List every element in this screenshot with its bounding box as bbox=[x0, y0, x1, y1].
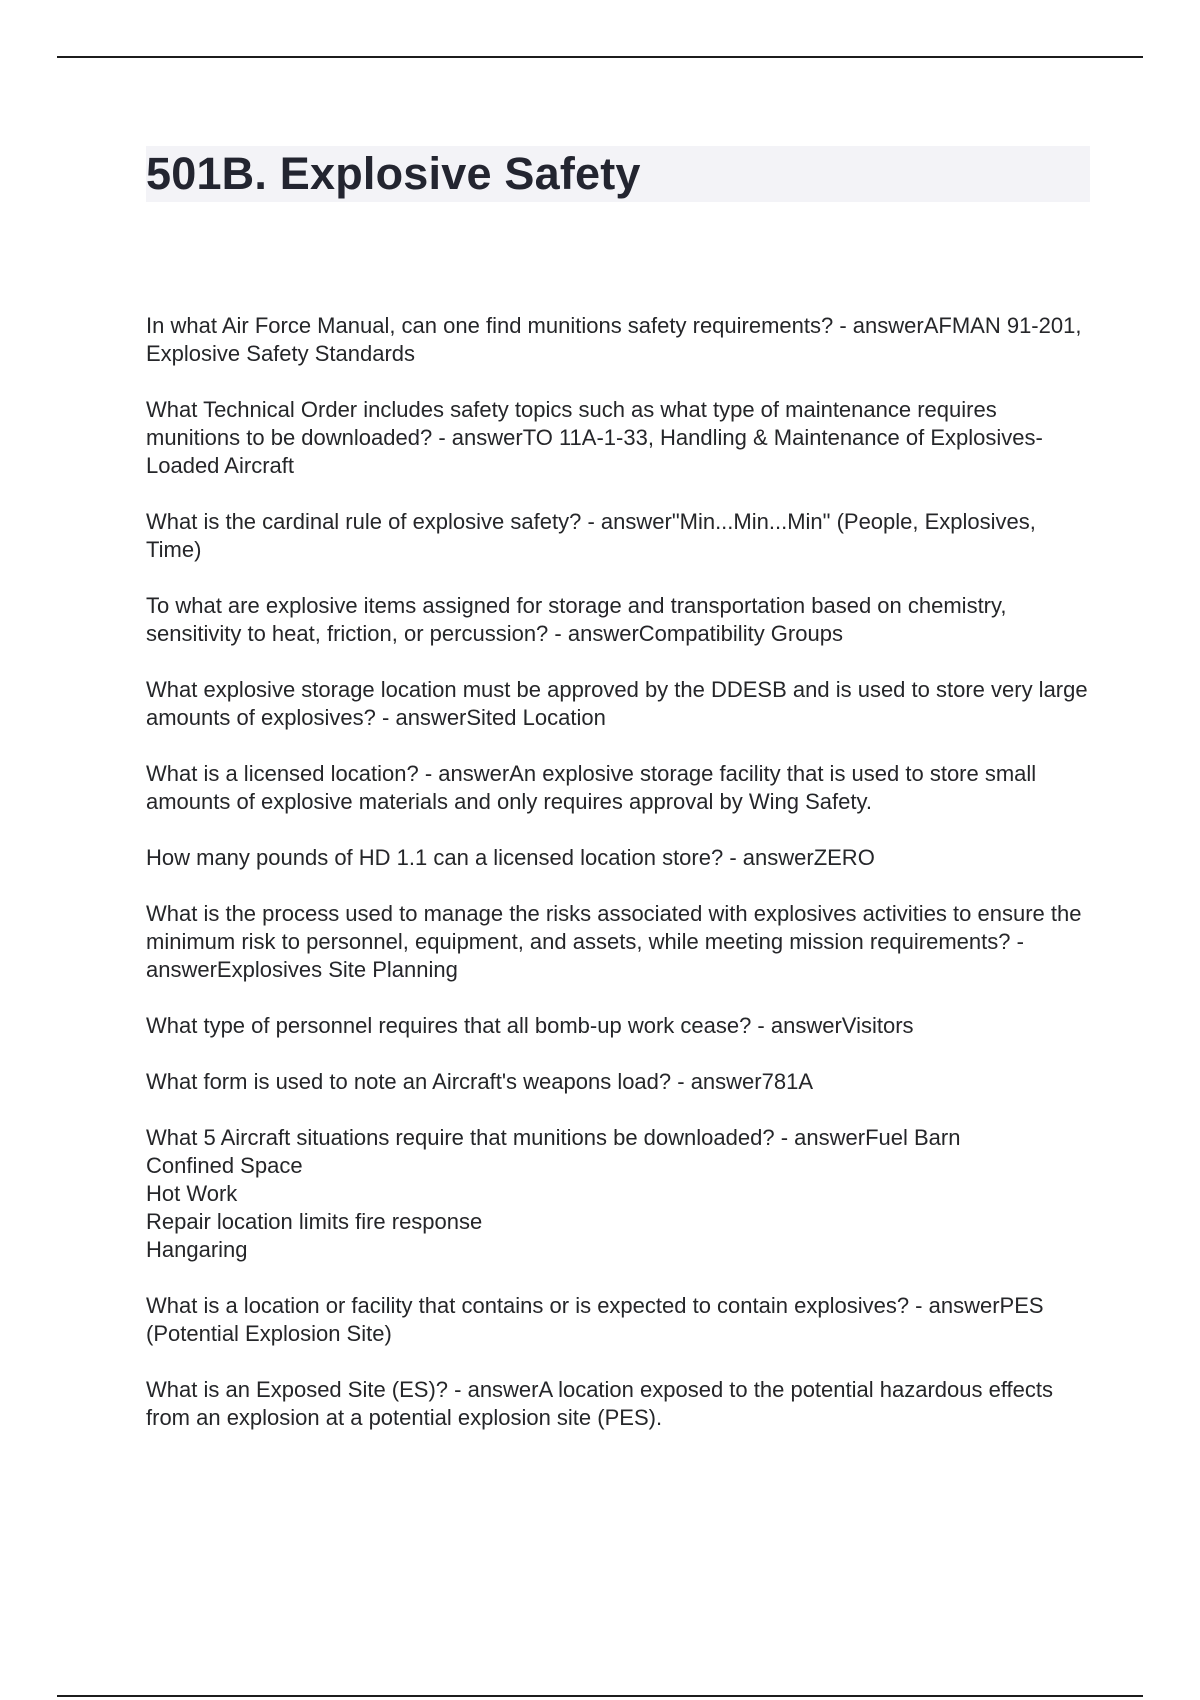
question-text: What Technical Order includes safety topics such as what type of maintenance requires munitions to be downloaded? - answer bbox=[146, 397, 997, 450]
header-rule bbox=[57, 56, 1143, 58]
question-text: What explosive storage location must be approved by the DDESB and is used to store very large amounts of explosives? - answer bbox=[146, 677, 1088, 730]
qa-item bbox=[146, 1012, 1090, 1040]
answer-text: PES (Potential Explosion Site) bbox=[146, 1293, 1044, 1346]
question-text: What is a licensed location? - answer bbox=[146, 761, 510, 786]
answer-text: "Min...Min...Min" (People, Explosives, Time) bbox=[146, 509, 1036, 562]
question-text: To what are explosive items assigned for storage and transportation based on chemistry, sensitivity to heat, friction, or percussion? - answer bbox=[146, 593, 1007, 646]
qa-item bbox=[146, 1068, 1090, 1096]
qa-list bbox=[146, 312, 1090, 1460]
qa-item bbox=[146, 312, 1090, 368]
answer-text: A location exposed to the potential hazardous effects from an explosion at a potential explosion site (PES). bbox=[146, 1377, 1054, 1430]
question-text: What is the cardinal rule of explosive safety? - answer bbox=[146, 509, 672, 534]
qa-item bbox=[146, 1376, 1090, 1432]
question-text: What is a location or facility that contains or is expected to contain explosives? - answer bbox=[146, 1293, 1000, 1318]
answer-text: AFMAN 91-201, Explosive Safety Standards bbox=[146, 313, 1082, 366]
qa-item bbox=[146, 508, 1090, 564]
answer-text: Explosives Site Planning bbox=[216, 957, 458, 982]
answer-text: Compatibility Groups bbox=[638, 621, 843, 646]
page-title: 501B. Explosive Safety bbox=[146, 148, 641, 199]
answer-text: TO 11A-1-33, Handling & Maintenance of Explosives-Loaded Aircraft bbox=[146, 425, 1043, 478]
question-text: What is the process used to manage the risks associated with explosives activities to ensure the minimum risk to personnel, equipment, and assets, while meeting mission requirements? - answer bbox=[146, 901, 1082, 982]
qa-item bbox=[146, 1124, 1090, 1264]
answer-text: 781A bbox=[761, 1069, 814, 1094]
answer-text: Sited Location bbox=[466, 705, 606, 730]
qa-item bbox=[146, 396, 1090, 480]
qa-item bbox=[146, 900, 1090, 984]
question-text: What type of personnel requires that all bomb-up work cease? - answer bbox=[146, 1013, 842, 1038]
qa-item bbox=[146, 676, 1090, 732]
question-text: What is an Exposed Site (ES)? - answer bbox=[146, 1377, 539, 1402]
question-text: What form is used to note an Aircraft's weapons load? - answer bbox=[146, 1069, 762, 1094]
question-text: What 5 Aircraft situations require that munitions be downloaded? - answer bbox=[146, 1125, 866, 1150]
qa-item bbox=[146, 844, 1090, 872]
answer-text: Visitors bbox=[841, 1013, 914, 1038]
question-text: How many pounds of HD 1.1 can a licensed location store? - answer bbox=[146, 845, 814, 870]
answer-text: An explosive storage facility that is used to store small amounts of explosive materials and only requires approval by Wing Safety. bbox=[146, 761, 1037, 814]
qa-item bbox=[146, 760, 1090, 816]
qa-item bbox=[146, 1292, 1090, 1348]
answer-text: ZERO bbox=[813, 845, 875, 870]
footer-rule bbox=[57, 1695, 1143, 1697]
question-text: In what Air Force Manual, can one find munitions safety requirements? - answer bbox=[146, 313, 924, 338]
qa-item bbox=[146, 592, 1090, 648]
answer-text: Fuel Barn Confined Space Hot Work Repair location limits fire response Hangaring bbox=[146, 1125, 961, 1262]
